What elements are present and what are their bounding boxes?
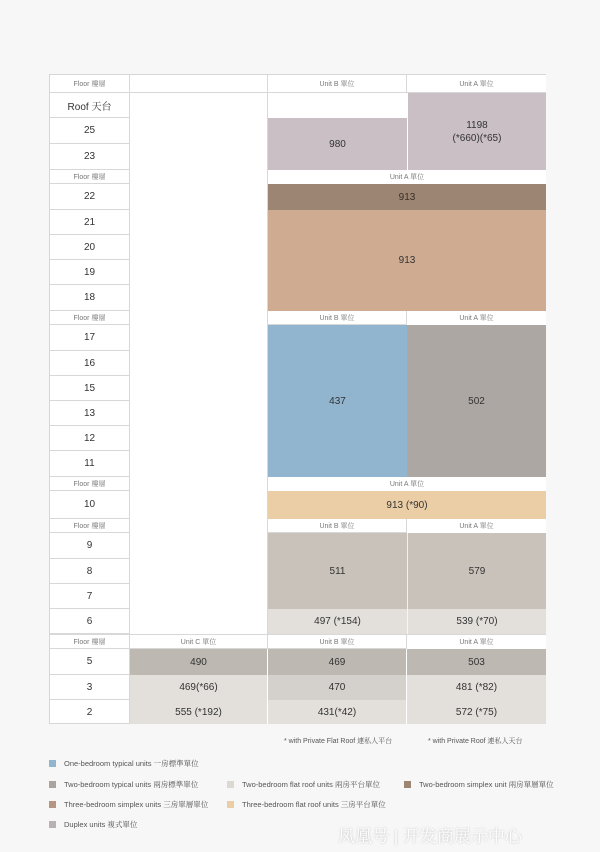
floor-label-15: 15 [50, 376, 130, 401]
floor-label-25: 25 [50, 118, 130, 144]
header-unit-c-6: Unit C 單位 [130, 634, 268, 649]
unit-b-3: 470 [268, 675, 407, 700]
floor-label-20: 20 [50, 235, 130, 260]
unit-b-2: 431(*42) [268, 700, 407, 724]
legend-two-bed-flat-roof-label: Two-bedroom flat roof units 兩房平台單位 [242, 780, 380, 789]
unit-c-2: 555 (*192) [130, 700, 268, 724]
legend-duplex [49, 819, 137, 830]
header-floor-3: Floor 樓層 [50, 311, 130, 325]
legend-two-bed-flat-roof [227, 779, 380, 790]
header-floor: Floor 樓層 [50, 75, 130, 93]
unit-c-empty-area [130, 93, 268, 634]
header-unit-a-2: Unit A 單位 [268, 170, 546, 184]
swatch-mauve-icon [49, 821, 56, 828]
floor-label-23: 23 [50, 144, 130, 170]
unit-a-11-17: 502 [407, 325, 546, 477]
floor-label-10: 10 [50, 491, 130, 519]
floor-label-12: 12 [50, 426, 130, 451]
legend-three-bed-flat-roof [227, 799, 386, 810]
unit-a-22: 913 [268, 184, 546, 210]
legend-duplex-label: Duplex units 複式單位 [64, 820, 138, 829]
unit-a-7-9: 579 [407, 533, 546, 609]
unit-a-10: 913 (*90) [268, 491, 546, 519]
unit-b-5: 469 [268, 649, 407, 675]
legend-two-bed-typical [49, 779, 198, 790]
floor-label-roof: Roof 天台 [50, 93, 130, 118]
floor-label-2: 2 [50, 700, 130, 724]
legend-two-bed-simplex [404, 779, 554, 790]
floor-label-3: 3 [50, 675, 130, 700]
swatch-peach-icon [227, 801, 234, 808]
floor-label-16: 16 [50, 351, 130, 376]
header-unit-a-3: Unit A 單位 [407, 311, 546, 325]
floor-label-13: 13 [50, 401, 130, 426]
header-unit-b-6: Unit B 單位 [268, 634, 407, 649]
unit-a-5: 503 [407, 649, 546, 675]
unit-b-6: 497 (*154) [268, 609, 407, 634]
note-flat-roof: * with Private Flat Roof 連私人平台 [284, 738, 393, 745]
unit-b-23-25: 980 [268, 118, 407, 170]
legend-three-bed-simplex-label: Three-bedroom simplex units 三房單層單位 [64, 800, 209, 809]
header-unit-b: Unit B 單位 [268, 75, 407, 93]
floor-label-21: 21 [50, 210, 130, 235]
floor-label-11: 11 [50, 451, 130, 477]
unit-a-3: 481 (*82) [407, 675, 546, 700]
legend-one-bed [49, 758, 199, 769]
unit-a-18-21: 913 [268, 210, 546, 311]
legend-two-bed-typical-label: Two-bedroom typical units 兩房標準單位 [64, 780, 199, 789]
unit-c-5: 490 [130, 649, 268, 675]
header-unit-b-3: Unit B 單位 [268, 311, 407, 325]
floor-label-7: 7 [50, 584, 130, 609]
floor-label-5: 5 [50, 649, 130, 675]
note-roof: * with Private Roof 連私人天台 [428, 738, 523, 745]
unit-a-2: 572 (*75) [407, 700, 546, 724]
unit-a-6: 539 (*70) [407, 609, 546, 634]
unit-a-roof-25: 1198 (*660)(*65) [407, 93, 546, 170]
swatch-blue-icon [49, 760, 56, 767]
header-unit-a-4: Unit A 單位 [268, 477, 546, 491]
swatch-light-grey-icon [227, 781, 234, 788]
floor-label-17: 17 [50, 325, 130, 351]
swatch-tan-icon [49, 801, 56, 808]
floor-label-9: 9 [50, 533, 130, 559]
floor-label-6: 6 [50, 609, 130, 634]
watermark: 凤凰号 | 开发商展示中心 [338, 827, 522, 846]
legend-one-bed-label: One-bedroom typical units 一房標準單位 [64, 759, 199, 768]
header-unit-a-5: Unit A 單位 [407, 519, 546, 533]
header-floor-5: Floor 樓層 [50, 519, 130, 533]
floor-label-18: 18 [50, 285, 130, 311]
legend-three-bed-simplex [49, 799, 208, 810]
header-floor-2: Floor 樓層 [50, 170, 130, 184]
header-unit-b-5: Unit B 單位 [268, 519, 407, 533]
unit-b-11-17: 437 [268, 325, 407, 477]
legend-two-bed-simplex-label: Two-bedroom simplex unit 兩房單層單位 [419, 780, 554, 789]
header-floor-6: Floor 樓層 [50, 634, 130, 649]
swatch-grey-icon [49, 781, 56, 788]
unit-b-roof-empty [268, 93, 407, 118]
floor-label-19: 19 [50, 260, 130, 285]
header-floor-4: Floor 樓層 [50, 477, 130, 491]
swatch-brown-icon [404, 781, 411, 788]
header-unit-a: Unit A 單位 [407, 75, 546, 93]
unit-b-7-9: 511 [268, 533, 407, 609]
legend-three-bed-flat-roof-label: Three-bedroom flat roof units 三房平台單位 [242, 800, 386, 809]
header-unit-a-6: Unit A 單位 [407, 634, 546, 649]
header-empty-c [130, 75, 268, 93]
unit-c-3: 469(*66) [130, 675, 268, 700]
floor-label-22: 22 [50, 184, 130, 210]
floor-label-8: 8 [50, 559, 130, 584]
